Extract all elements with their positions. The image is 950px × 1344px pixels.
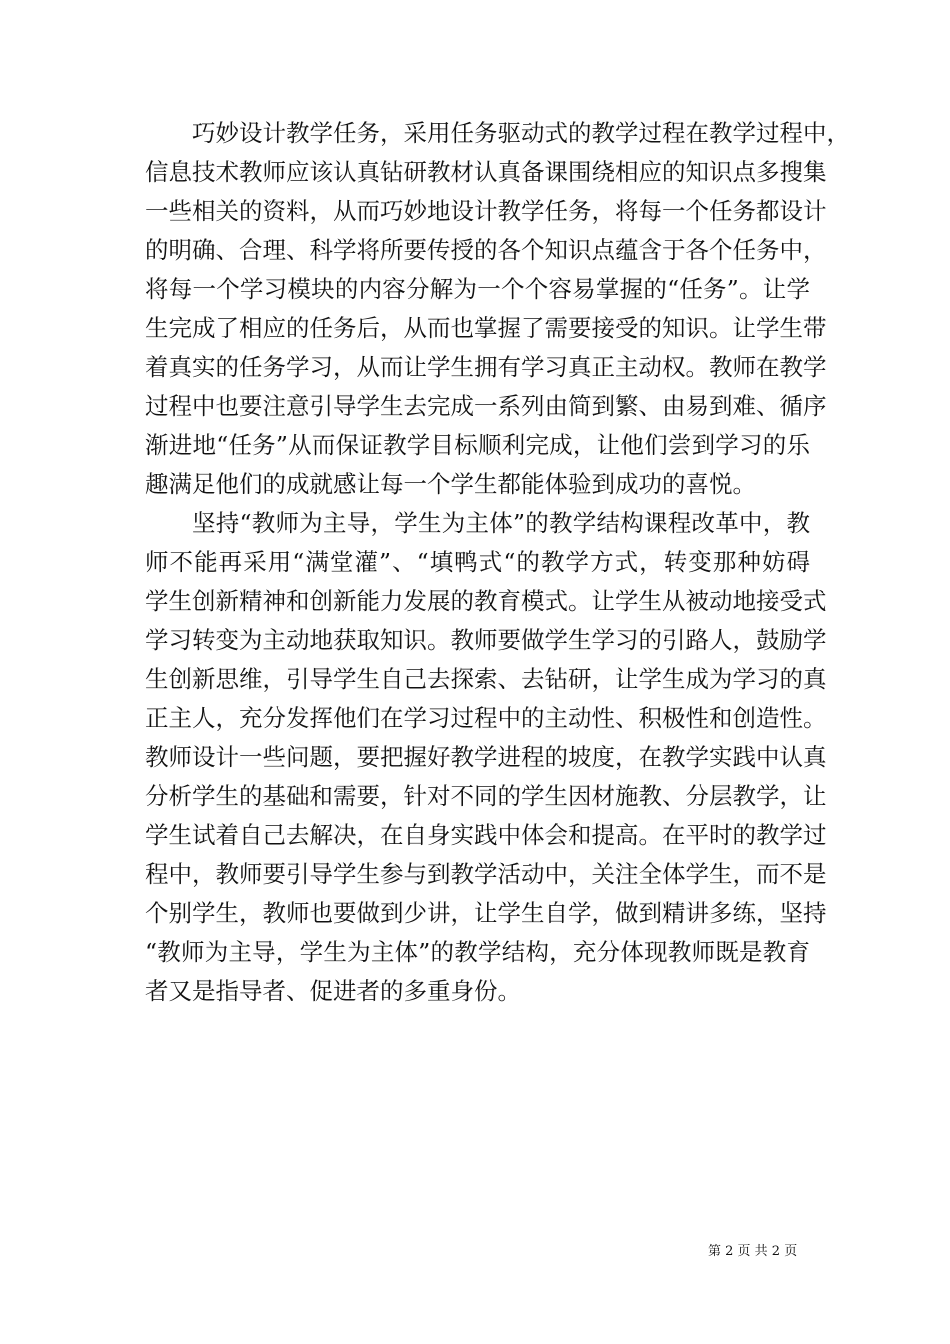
text-line: 分析学生的基础和需要，针对不同的学生因材施教、分层教学，让 [145,782,827,810]
text-line: 程中，教师要引导学生参与到教学活动中，关注全体学生，而不是 [145,860,827,888]
text-line: 者又是指导者、促进者的多重身份。 [145,977,521,1005]
body-text [145,114,850,1011]
text-line: 正主人，充分发挥他们在学习过程中的主动性、积极性和创造性。 [145,704,827,732]
text-line: 个别学生，教师也要做到少讲，让学生自学，做到精讲多练，坚持 [145,899,827,927]
text-line: 的明确、合理、科学将所要传授的各个知识点蕴含于各个任务中， [145,236,827,264]
text-line: 师不能再采用“满堂灌”、“填鸭式“的教学方式，转变那种妨碍 [145,548,810,576]
text-line: 教师设计一些问题，要把握好教学进程的坡度，在教学实践中认真 [145,743,827,771]
text-line: 坚持“教师为主导，学生为主体”的教学结构课程改革中，教 [192,509,810,537]
text-line: 生完成了相应的任务后，从而也掌握了需要接受的知识。让学生带 [145,314,827,342]
text-line: 渐进地“任务”从而保证教学目标顺利完成，让他们尝到学习的乐 [145,431,810,459]
page-number-footer: 第 2 页 共 2 页 [708,1244,798,1259]
text-line: 巧妙设计教学任务，采用任务驱动式的教学过程在教学过程中， [192,119,850,147]
text-line: 过程中也要注意引导学生去完成一系列由简到繁、由易到难、循序 [145,392,827,420]
text-line: 学习转变为主动地获取知识。教师要做学生学习的引路人，鼓励学 [145,626,827,654]
text-line: 着真实的任务学习，从而让学生拥有学习真正主动权。教师在教学 [145,353,827,381]
text-line: 学生试着自己去解决，在自身实践中体会和提高。在平时的教学过 [145,821,827,849]
text-line: “教师为主导，学生为主体”的教学结构，充分体现教师既是教育 [145,938,810,966]
text-line: 将每一个学习模块的内容分解为一个个容易掌握的“任务”。让学 [145,275,810,303]
text-line: 趣满足他们的成就感让每一个学生都能体验到成功的喜悦。 [145,470,756,498]
text-line: 学生创新精神和创新能力发展的教育模式。让学生从被动地接受式 [145,587,827,615]
paragraph-teacher-led [145,504,827,1011]
text-line: 生创新思维，引导学生自己去探索、去钻研，让学生成为学习的真 [145,665,827,693]
text-line: 一些相关的资料，从而巧妙地设计教学任务，将每一个任务都设计 [145,197,827,225]
text-line: 信息技术教师应该认真钻研教材认真备课围绕相应的知识点多搜集 [145,158,827,186]
paragraph-task-design [145,114,850,504]
